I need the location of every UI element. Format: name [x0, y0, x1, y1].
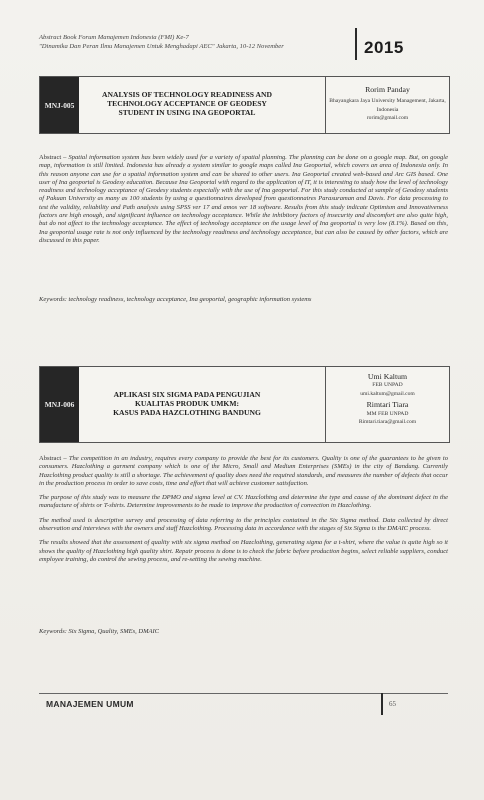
author-column — [325, 367, 449, 442]
abstract-text: Spatial information system has been widely used for a variety of spatial planning. The planning can be done on a google map. But, on google map, information is still limited. Indonesia has already a system similar to google maps called Ina Geoportal, which covers an area of Indonesia only. In this reason anyone can use for a spatial information system and can be shared to other users. Ina Geoportal created web-based and Arc GIS based. One user of Ina geoportal is Geodesy education. Because Ina Geoportal with regard to the application of IT, it is interesting to study how the level of technology readiness and technology acceptance of Geodesy students especially with the use of Ina geoportal. For this study conducted at sample of Geodesy students of Pakuan University as many as 100 students by using a questionnaires developed from questionnaires Parasuraman and Davis. For data processing to test the validity, reliability and Path analysis using SPSS ver 17 and amos ver 18 software. Results from this study indicate Optimism and Innovativeness factors are high enough, and significant influence on technology acceptance. While the inhibitory factors of insecurity and discomfort are also quite high, but do not affect to the technology acceptance. The effect of technology acceptance on the usage level of Ina geoportal is very low (8.1%). Based on this, Ina geoportal usage rate is not only influenced by the technology readiness and technology acceptance, but can also be caused by other factors, which are discussed in this paper. — [39, 154, 448, 244]
author-email: Rimtari.tiara@gmail.com — [358, 419, 417, 426]
abstract-lead: Abstract – — [39, 154, 69, 161]
abstract-text: The method used is descriptive survey and processing of data referring to the principles contained in the Six Sigma method. Data collected by direct observation and interviews with the owners and staff Hazclothing. Processing data in accordance with the stages of Six Sigma is the DMAIC process. — [39, 516, 448, 533]
title-line: STUDENT IN USING INA GEOPORTAL — [118, 108, 256, 118]
keywords-mnj-005: Keywords: technology readiness, technology acceptance, Ina geoportal, geographic information systems — [39, 296, 312, 303]
abstract-lead: Abstract – — [39, 455, 69, 462]
abstract-paragraph — [39, 494, 448, 511]
abstract-mnj-006 — [39, 455, 448, 570]
footer-divider — [381, 693, 383, 715]
abstract-paragraph — [39, 154, 448, 245]
header-line-2: "Dinamika Dan Peran Ilmu Manajemen Untuk Menghadapi AEC" Jakarta, 10-12 November — [39, 43, 284, 50]
abstract-text: The competition in an industry, requires every company to provide the best for its customers. Quality is one of the guarantees to be given to consumers. Hazclothing a garment company which is one of the Micro, Small and Medium Enterprises (SMEs) in the city of Bandung. Currently Hazclothing product quality is still a shortage. The achievement of quality does need the required standards, and measures the number of defects that occur in the production process in order to save costs, time and effort that will achieve customer satisfaction. — [39, 455, 448, 487]
abstract-text: The results showed that the assessment of quality with six sigma method on Hazclothing, generating sigma for a t-shirt, where the value is quite high so it shows the quality of Hazclothing high quality shirt. Repair process is done is to check the fabric before production begins, select reliable suppliers, conduct employee training, do control the sewing process, and re-setting the sewing machine. — [39, 539, 448, 563]
header-line-1: Abstract Book Forum Manajemen Indonesia (FMI) Ke-7 — [39, 34, 189, 41]
article-title — [92, 390, 282, 418]
article-code: MNJ-005 — [40, 77, 79, 133]
abstract-mnj-005 — [39, 154, 448, 251]
proceedings-header — [39, 33, 369, 51]
title-line: KASUS PADA HAZCLOTHING BANDUNG — [113, 408, 261, 418]
author-column — [325, 77, 449, 133]
article-box-mnj-005 — [39, 76, 450, 134]
author-affiliation: Bhayangkara Jaya University Management, Jakarta, Indonesia — [329, 98, 446, 113]
title-line: APLIKASI SIX SIGMA PADA PENGUJIAN — [113, 390, 261, 399]
header-year: 2015 — [364, 38, 404, 57]
author-email: umi.kaltum@gmail.com — [360, 390, 415, 397]
footer-section-label: MANAJEMEN UMUM — [46, 699, 134, 709]
footer-rule — [39, 693, 448, 694]
title-line: TECHNOLOGY ACCEPTANCE OF GEODESY — [107, 99, 267, 109]
keywords-mnj-006: Keywords: Six Sigma, Quality, SMEs, DMAIC — [39, 628, 159, 635]
author-affiliation: FEB UNPAD — [372, 382, 403, 389]
title-line: KUALITAS PRODUK UMKM: — [134, 399, 240, 409]
author-name: Rorim Panday — [365, 85, 410, 94]
article-code: MNJ-006 — [40, 367, 79, 442]
author-name: Rimtari Tiara — [366, 400, 409, 410]
abstract-paragraph — [39, 517, 448, 534]
article-title — [92, 90, 282, 118]
year-divider — [355, 28, 357, 60]
author-name: Umi Kaltum — [367, 372, 408, 381]
author-email: rorim@gmail.com — [366, 115, 409, 122]
page-number: 65 — [389, 700, 396, 708]
article-box-mnj-006 — [39, 366, 450, 443]
abstract-paragraph — [39, 539, 448, 564]
title-line: ANALYSIS OF TECHNOLOGY READINESS AND — [102, 90, 272, 99]
author-affiliation: MM FEB UNPAD — [366, 410, 409, 417]
abstract-text: The purpose of this study was to measure the DPMO and sigma level at CV. Hazclothing and determine the type and cause of the dominant defect in the manufacture of shirts or T-shirts. Determine improvements to be made to improve the production of convection in Hazclothing. — [39, 494, 448, 510]
abstract-paragraph — [39, 455, 448, 488]
